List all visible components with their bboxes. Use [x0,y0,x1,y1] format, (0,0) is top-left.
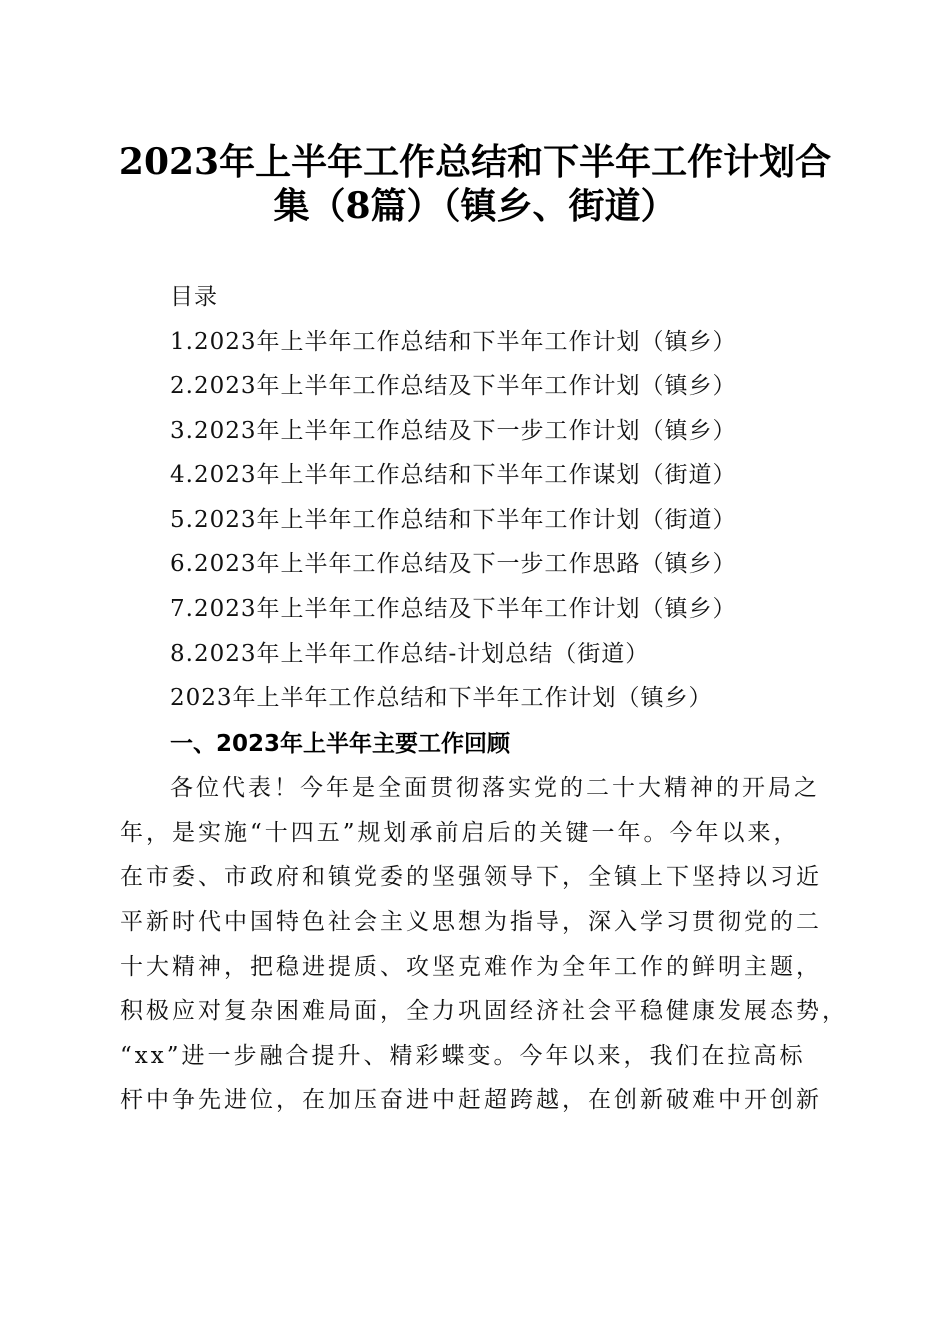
toc-heading: 目录 [170,284,218,310]
body-text-line: 十大精神，把稳进提质、攻坚克难作为全年工作的鲜明主题， [120,954,822,980]
document-title-line-1: 2023年上半年工作总结和下半年工作计划合 [118,141,832,183]
toc-item[interactable]: 1.2023年上半年工作总结和下半年工作计划（镇乡） [170,329,737,355]
toc-item[interactable]: 3.2023年上半年工作总结及下一步工作计划（镇乡） [170,418,737,444]
body-text-line: 杆中争先进位，在加压奋进中赶超跨越，在创新破难中开创新 [120,1087,822,1113]
toc-item[interactable]: 8.2023年上半年工作总结-计划总结（街道） [170,641,650,667]
body-text-line: 在市委、市政府和镇党委的坚强领导下，全镇上下坚持以习近 [120,864,822,890]
toc-item[interactable]: 5.2023年上半年工作总结和下半年工作计划（街道） [170,507,737,533]
body-text-line: “xx”进一步融合提升、精彩蝶变。今年以来，我们在拉高标 [120,1043,806,1069]
body-text-line: 平新时代中国特色社会主义思想为指导，深入学习贯彻党的二 [120,909,822,935]
body-text-line: 年，是实施“十四五”规划承前启后的关键一年。今年以来， [120,820,800,846]
toc-item[interactable]: 7.2023年上半年工作总结及下半年工作计划（镇乡） [170,596,737,622]
document-title-line-2: 集（8篇）（镇乡、街道） [273,185,677,227]
body-text-line: 积极应对复杂困难局面，全力巩固经济社会平稳健康发展态势， [120,998,848,1024]
toc-item[interactable]: 6.2023年上半年工作总结及下一步工作思路（镇乡） [170,551,737,577]
toc-item[interactable]: 4.2023年上半年工作总结和下半年工作谋划（街道） [170,462,737,488]
body-text-line: 各位代表！今年是全面贯彻落实党的二十大精神的开局之 [170,775,820,801]
section-heading: 一、2023年上半年主要工作回顾 [170,731,511,757]
toc-item[interactable]: 2.2023年上半年工作总结及下半年工作计划（镇乡） [170,373,737,399]
article-title: 2023年上半年工作总结和下半年工作计划（镇乡） [170,685,713,711]
